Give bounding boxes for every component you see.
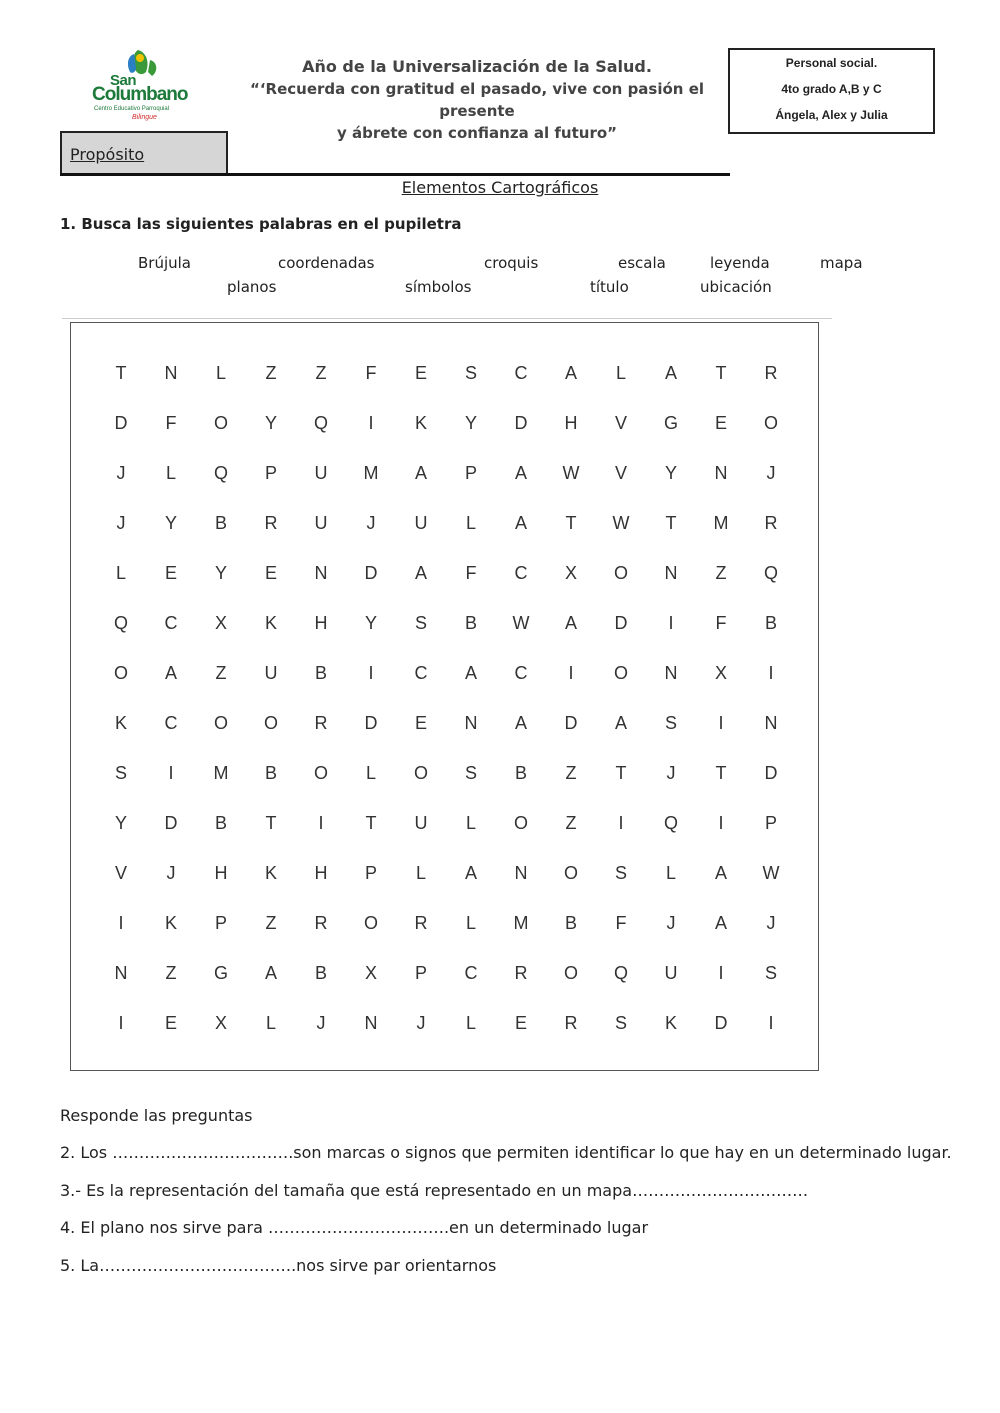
grid-letter: I: [768, 1013, 774, 1033]
grid-letter: T: [615, 763, 627, 783]
question-2: 2. Los …………………………….son marcas o signos que permiten identificar lo que hay en un determinado lugar.: [60, 1143, 952, 1162]
grid-letter: W: [612, 513, 630, 533]
grid-letter: E: [164, 563, 177, 583]
grid-letter: C: [464, 963, 478, 983]
grid-letter: D: [364, 563, 378, 583]
question-4: 4. El plano nos sirve para …………………………….en un determinado lugar: [60, 1218, 649, 1237]
grid-letter: L: [115, 563, 126, 583]
grid-letter: O: [213, 713, 228, 733]
grid-letter: R: [314, 713, 328, 733]
grid-letter: U: [414, 513, 428, 533]
grid-letter: A: [464, 863, 477, 883]
grid-letter: Z: [715, 563, 727, 583]
grid-letter: F: [715, 613, 727, 633]
question-1: 1. Busca las siguientes palabras en el pupiletra: [60, 215, 462, 233]
grid-letter: N: [664, 663, 678, 683]
grid-letter: B: [564, 913, 577, 933]
grid-letter: P: [464, 463, 477, 483]
word-item: croquis: [484, 254, 539, 272]
grid-letter: S: [464, 363, 477, 383]
grid-letter: X: [364, 963, 377, 983]
grid-letter: Q: [763, 563, 778, 583]
grid-letter: K: [264, 613, 277, 633]
word-item: título: [590, 278, 629, 296]
grid-letter: T: [715, 763, 727, 783]
grid-letter: K: [264, 863, 277, 883]
logo-tag: Bilingue: [132, 114, 157, 121]
grid-letter: X: [564, 563, 577, 583]
purpose-divider: [60, 173, 730, 176]
grid-letter: Z: [215, 663, 227, 683]
grid-letter: Y: [364, 613, 377, 633]
grid-letter: D: [364, 713, 378, 733]
grid-letter: K: [164, 913, 177, 933]
grid-letter: L: [165, 463, 176, 483]
grid-letter: C: [514, 363, 528, 383]
grid-letter: E: [164, 1013, 177, 1033]
grid-letter: N: [114, 963, 128, 983]
grid-letter: N: [764, 713, 778, 733]
grid-letter: J: [416, 1013, 426, 1033]
grid-letter: R: [764, 513, 778, 533]
grid-letter: O: [263, 713, 278, 733]
grid-letter: S: [664, 713, 677, 733]
grid-letter: I: [368, 663, 374, 683]
grid-letter: A: [714, 913, 727, 933]
divider: [62, 318, 832, 319]
grid-letter: A: [564, 363, 577, 383]
grid-letter: N: [364, 1013, 378, 1033]
grid-letter: C: [164, 713, 178, 733]
grade-label: 4to grado A,B y C: [781, 82, 882, 96]
grid-letter: O: [563, 963, 578, 983]
grid-letter: Q: [613, 963, 628, 983]
grid-letter: M: [513, 913, 529, 933]
grid-letter: A: [414, 463, 427, 483]
grid-letter: T: [365, 813, 377, 833]
grid-letter: K: [414, 413, 427, 433]
grid-letter: A: [464, 663, 477, 683]
word-item: Brújula: [138, 254, 191, 272]
page-header: [232, 56, 722, 144]
teachers-label: Ángela, Alex y Julia: [775, 108, 888, 122]
grid-letter: Q: [113, 613, 128, 633]
grid-letter: Y: [214, 563, 227, 583]
grid-letter: J: [366, 513, 376, 533]
grid-letter: O: [213, 413, 228, 433]
grid-letter: U: [664, 963, 678, 983]
grid-letter: E: [514, 1013, 527, 1033]
grid-letter: N: [464, 713, 478, 733]
word-item: símbolos: [405, 278, 472, 296]
grid-letter: A: [564, 613, 577, 633]
grid-letter: E: [714, 413, 727, 433]
word-item: escala: [618, 254, 666, 272]
grid-letter: Q: [663, 813, 678, 833]
grid-letter: E: [264, 563, 277, 583]
section-subtitle: Elementos Cartográficos: [401, 178, 599, 197]
grid-letter: A: [714, 863, 727, 883]
grid-letter: O: [363, 913, 378, 933]
grid-letter: A: [264, 963, 277, 983]
grid-letter: R: [514, 963, 528, 983]
grid-letter: I: [768, 663, 774, 683]
grid-letter: N: [164, 363, 178, 383]
grid-letter: I: [718, 813, 724, 833]
grid-letter: D: [764, 763, 778, 783]
grid-letter: T: [715, 363, 727, 383]
grid-letter: X: [214, 1013, 227, 1033]
grid-letter: A: [664, 363, 677, 383]
grid-letter: P: [264, 463, 277, 483]
quote-line-2: y ábrete con confianza al futuro”: [336, 124, 618, 142]
grid-letter: I: [568, 663, 574, 683]
grid-letter: Z: [315, 363, 327, 383]
grid-letter: C: [514, 563, 528, 583]
grid-letter: O: [613, 663, 628, 683]
grid-letter: E: [414, 713, 427, 733]
grid-letter: Y: [164, 513, 177, 533]
grid-letter: T: [265, 813, 277, 833]
word-search-grid: [70, 322, 819, 1071]
grid-letter: A: [514, 513, 527, 533]
grid-letter: R: [414, 913, 428, 933]
grid-letter: J: [666, 913, 676, 933]
grid-letter: I: [118, 1013, 124, 1033]
grid-letter: M: [713, 513, 729, 533]
grid-letter: V: [614, 463, 627, 483]
grid-letter: U: [264, 663, 278, 683]
grid-letter: Z: [165, 963, 177, 983]
grid-letter: Q: [313, 413, 328, 433]
grid-letter: U: [414, 813, 428, 833]
word-item: planos: [227, 278, 277, 296]
grid-letter: A: [164, 663, 177, 683]
grid-letter: L: [465, 513, 476, 533]
grid-letter: J: [766, 463, 776, 483]
grid-letter: L: [615, 363, 626, 383]
question-5: 5. La……………………………….nos sirve par orientarnos: [60, 1256, 497, 1275]
grid-letter: C: [514, 663, 528, 683]
grid-letter: B: [764, 613, 777, 633]
grid-letter: J: [116, 463, 126, 483]
grid-letter: O: [613, 563, 628, 583]
grid-letter: O: [113, 663, 128, 683]
logo-name-line2: Columbano: [92, 84, 188, 105]
grid-letter: U: [314, 513, 328, 533]
word-item: coordenadas: [278, 254, 375, 272]
grid-letter: W: [512, 613, 530, 633]
purpose-label: Propósito: [70, 145, 145, 164]
grid-letter: Y: [264, 413, 277, 433]
grid-letter: O: [413, 763, 428, 783]
grid-letter: D: [114, 413, 128, 433]
grid-letter: I: [168, 763, 174, 783]
grid-letter: P: [414, 963, 427, 983]
logo-name-line1: San: [110, 72, 137, 89]
grid-letter: U: [314, 463, 328, 483]
grid-letter: T: [115, 363, 127, 383]
grid-letter: C: [164, 613, 178, 633]
grid-letter: J: [116, 513, 126, 533]
grid-letter: M: [213, 763, 229, 783]
grid-letter: D: [564, 713, 578, 733]
grid-letter: G: [663, 413, 678, 433]
info-box: [728, 48, 935, 134]
grid-letter: R: [764, 363, 778, 383]
grid-letter: F: [165, 413, 177, 433]
grid-letter: B: [214, 513, 227, 533]
grid-letter: O: [763, 413, 778, 433]
responses-heading: Responde las preguntas: [60, 1106, 253, 1125]
grid-letter: A: [414, 563, 427, 583]
question-3: 3.- Es la representación del tamaña que está representado en un mapa……………………………: [60, 1181, 809, 1200]
grid-letter: Z: [265, 363, 277, 383]
grid-letter: H: [214, 863, 228, 883]
grid-letter: A: [514, 713, 527, 733]
grid-letter: Y: [464, 413, 477, 433]
grid-letter: D: [164, 813, 178, 833]
grid-letter: D: [714, 1013, 728, 1033]
school-logo: [88, 46, 188, 132]
grid-letter: L: [465, 813, 476, 833]
grid-letter: H: [564, 413, 578, 433]
grid-letter: O: [513, 813, 528, 833]
grid-letter: L: [215, 363, 226, 383]
grid-letter: O: [313, 763, 328, 783]
grid-letter: I: [718, 963, 724, 983]
grid-letter: N: [514, 863, 528, 883]
grid-letter: Y: [114, 813, 127, 833]
grid-letter: J: [316, 1013, 326, 1033]
grid-letter: Q: [213, 463, 228, 483]
grid-letter: I: [668, 613, 674, 633]
grid-letter: Y: [664, 463, 677, 483]
grid-letter: I: [618, 813, 624, 833]
grid-letter: B: [214, 813, 227, 833]
grid-letter: W: [562, 463, 580, 483]
grid-letter: L: [265, 1013, 276, 1033]
grid-letter: A: [514, 463, 527, 483]
grid-letter: L: [465, 913, 476, 933]
year-title: Año de la Universalización de la Salud.: [302, 57, 652, 76]
grid-letter: F: [365, 363, 377, 383]
grid-letter: O: [563, 863, 578, 883]
word-item: mapa: [820, 254, 863, 272]
grid-letter: H: [314, 613, 328, 633]
grid-letter: C: [414, 663, 428, 683]
grid-letter: R: [564, 1013, 578, 1033]
grid-letter: L: [415, 863, 426, 883]
grid-letter: A: [614, 713, 627, 733]
grid-letter: J: [666, 763, 676, 783]
grid-letter: S: [764, 963, 777, 983]
grid-letter: R: [314, 913, 328, 933]
word-item: ubicación: [700, 278, 772, 296]
grid-letter: G: [213, 963, 228, 983]
grid-letter: N: [314, 563, 328, 583]
grid-letter: D: [614, 613, 628, 633]
grid-letter: V: [614, 413, 627, 433]
grid-letter: W: [762, 863, 780, 883]
grid-letter: B: [314, 963, 327, 983]
grid-letter: I: [368, 413, 374, 433]
grid-letter: B: [514, 763, 527, 783]
grid-letter: B: [464, 613, 477, 633]
grid-letter: P: [364, 863, 377, 883]
grid-letter: I: [718, 713, 724, 733]
grid-letter: N: [714, 463, 728, 483]
grid-letter: D: [514, 413, 528, 433]
grid-letter: P: [764, 813, 777, 833]
grid-letter: I: [318, 813, 324, 833]
grid-letter: X: [714, 663, 727, 683]
subject-label: Personal social.: [785, 56, 878, 70]
grid-letter: F: [465, 563, 477, 583]
grid-letter: L: [365, 763, 376, 783]
grid-letter: F: [615, 913, 627, 933]
grid-letter: I: [118, 913, 124, 933]
grid-letter: S: [114, 763, 127, 783]
grid-letter: J: [166, 863, 176, 883]
grid-letter: L: [465, 1013, 476, 1033]
grid-letter: B: [264, 763, 277, 783]
grid-letter: L: [665, 863, 676, 883]
grid-letter: B: [314, 663, 327, 683]
grid-letter: P: [214, 913, 227, 933]
grid-letter: R: [264, 513, 278, 533]
grid-letter: S: [614, 1013, 627, 1033]
grid-letter: T: [565, 513, 577, 533]
grid-letter: Z: [565, 813, 577, 833]
grid-letter: S: [614, 863, 627, 883]
grid-letter: N: [664, 563, 678, 583]
grid-letter: V: [114, 863, 127, 883]
logo-subtitle: Centro Educativo Parroquial: [94, 106, 170, 112]
grid-letter: K: [114, 713, 127, 733]
grid-letter: K: [664, 1013, 677, 1033]
grid-letter: J: [766, 913, 776, 933]
grid-letter: E: [414, 363, 427, 383]
word-item: leyenda: [710, 254, 770, 272]
quote-line-1: “‘Recuerda con gratitud el pasado, vive con pasión el presente: [249, 80, 705, 120]
grid-letter: Z: [565, 763, 577, 783]
purpose-box: [60, 131, 228, 175]
grid-letter: M: [363, 463, 379, 483]
grid-letter: H: [314, 863, 328, 883]
grid-letter: T: [665, 513, 677, 533]
grid-letter: S: [464, 763, 477, 783]
grid-letter: Z: [265, 913, 277, 933]
grid-letter: S: [414, 613, 427, 633]
grid-letter: X: [214, 613, 227, 633]
